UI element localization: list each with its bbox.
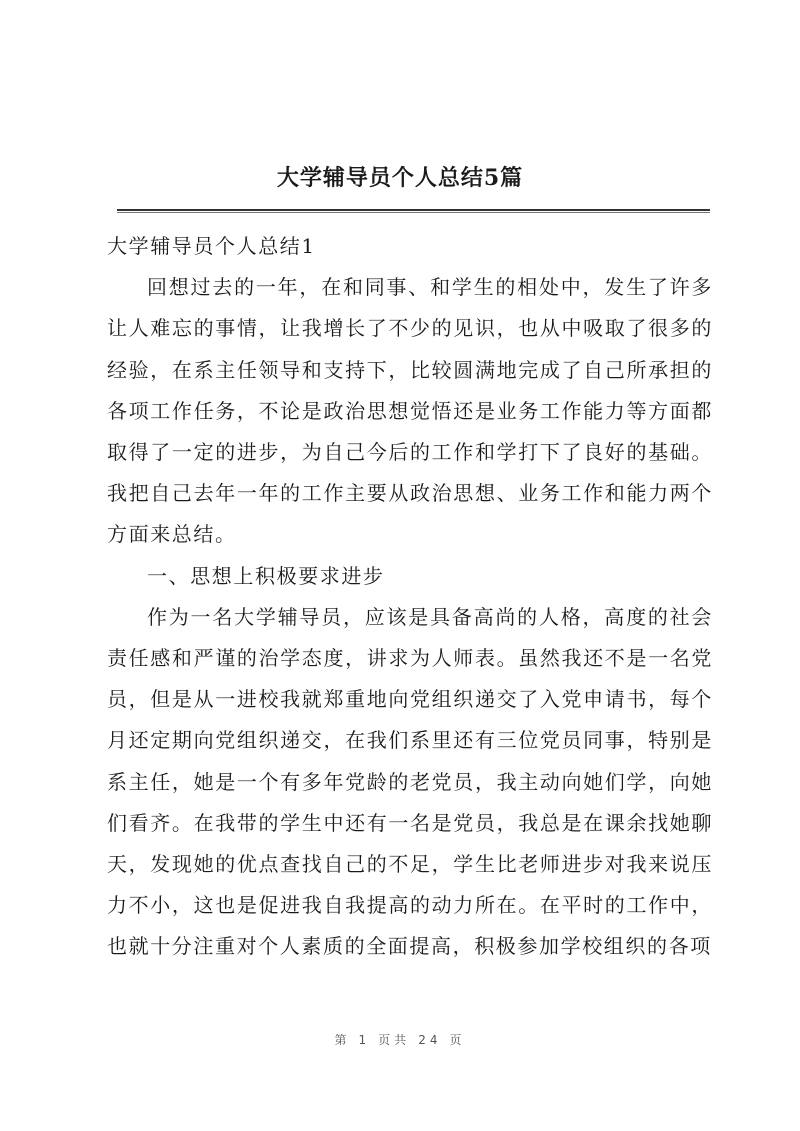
section-heading-thought: 一、思想上积极要求进步 — [147, 563, 385, 588]
footer-total-pages: 24 — [418, 1033, 442, 1047]
footer-page-middle: 页共 — [378, 1033, 411, 1047]
section-title: 大学辅导员个人总结1 — [107, 234, 316, 258]
footer-page-prefix: 第 — [334, 1033, 351, 1047]
title-divider — [117, 209, 710, 213]
page-footer — [0, 1031, 800, 1048]
footer-page-suffix: 页 — [449, 1033, 466, 1047]
footer-page-number: 1 — [358, 1033, 371, 1047]
document-body — [107, 226, 713, 968]
page-title: 大学辅导员个人总结5篇 — [276, 165, 524, 191]
body-paragraph-thought: 作为一名大学辅导员，应该是具备高尚的人格，高度的社会责任感和严谨的治学态度，讲求为人师表。虽然我还不是一名党员，但是从一进校我就郑重地向党组织递交了入党申请书，每个月还定期向党组织递交，在我们系里还有三位党员同事，特别是系主任，她是一个有多年党龄的老党员，我主动向她们学，向她们看齐。在我带的学生中还有一名是党员，我总是在课余找她聊天，发现她的优点查找自己的不足，学生比老师进步对我来说压力不小，这也是促进我自我提高的动力所在。在平时的工作中，也就十分注重对个人素质的全面提高，积极参加学校组织的各项 — [107, 604, 713, 959]
body-paragraph-intro: 回想过去的一年，在和同事、和学生的相处中，发生了许多让人难忘的事情，让我增长了不少的见识，也从中吸取了很多的经验，在系主任领导和支持下，比较圆满地完成了自己所承担的各项工作任务，不论是政治思想觉悟还是业务工作能力等方面都取得了一定的进步，为自己今后的工作和学打下了良好的基础。我把自己去年一年的工作主要从政治思想、业务工作和能力两个方面来总结。 — [107, 275, 713, 547]
